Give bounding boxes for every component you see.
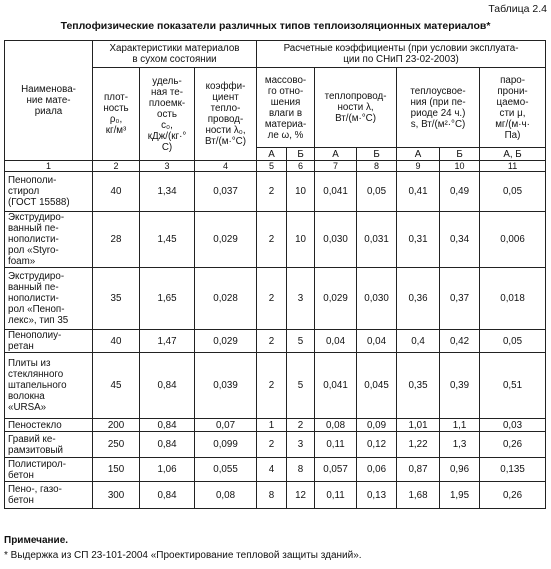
value-cell: 0,11 bbox=[315, 432, 357, 458]
value-cell: 40 bbox=[93, 172, 140, 212]
value-cell: 0,07 bbox=[195, 419, 257, 432]
header-sub-a: А bbox=[397, 148, 440, 161]
value-cell: 8 bbox=[287, 458, 315, 482]
column-number: 8 bbox=[357, 161, 397, 172]
value-cell: 10 bbox=[287, 172, 315, 212]
table-row bbox=[5, 172, 546, 212]
table-row bbox=[5, 482, 546, 509]
value-cell: 5 bbox=[287, 353, 315, 419]
column-number: 2 bbox=[93, 161, 140, 172]
value-cell: 2 bbox=[257, 330, 287, 353]
header-sub-a: А bbox=[315, 148, 357, 161]
value-cell: 4 bbox=[257, 458, 287, 482]
value-cell: 2 bbox=[257, 212, 287, 268]
value-cell: 0,029 bbox=[195, 330, 257, 353]
value-cell: 0,36 bbox=[397, 268, 440, 330]
value-cell: 0,41 bbox=[397, 172, 440, 212]
value-cell: 10 bbox=[287, 212, 315, 268]
value-cell: 2 bbox=[257, 172, 287, 212]
value-cell: 0,039 bbox=[195, 353, 257, 419]
column-number: 10 bbox=[440, 161, 480, 172]
value-cell: 1,34 bbox=[140, 172, 195, 212]
value-cell: 0,006 bbox=[480, 212, 546, 268]
value-cell: 0,045 bbox=[357, 353, 397, 419]
header-sub-b: Б bbox=[440, 148, 480, 161]
material-name: Пенополи- стирол (ГОСТ 15588) bbox=[5, 172, 93, 212]
value-cell: 1,06 bbox=[140, 458, 195, 482]
header-heat-capacity: удель- ная те- плоемк- ость с₀, кДж/(кг·° С) bbox=[140, 68, 195, 161]
value-cell: 0,34 bbox=[440, 212, 480, 268]
material-name: Пеностекло bbox=[5, 419, 93, 432]
material-name: Пенополиу- ретан bbox=[5, 330, 93, 353]
value-cell: 0,05 bbox=[480, 330, 546, 353]
value-cell: 3 bbox=[287, 432, 315, 458]
column-number: 6 bbox=[287, 161, 315, 172]
value-cell: 1,95 bbox=[440, 482, 480, 509]
material-name: Гравий ке- рамзитовый bbox=[5, 432, 93, 458]
value-cell: 0,08 bbox=[315, 419, 357, 432]
value-cell: 0,96 bbox=[440, 458, 480, 482]
footnote: * Выдержка из СП 23-101-2004 «Проектирование тепловой защиты зданий». bbox=[4, 550, 362, 561]
header-sub-b: Б bbox=[287, 148, 315, 161]
material-name: Плиты из стеклянного штапельного волокна «URSA» bbox=[5, 353, 93, 419]
value-cell: 0,26 bbox=[480, 432, 546, 458]
value-cell: 1,47 bbox=[140, 330, 195, 353]
value-cell: 0,11 bbox=[315, 482, 357, 509]
value-cell: 35 bbox=[93, 268, 140, 330]
column-number: 3 bbox=[140, 161, 195, 172]
value-cell: 45 bbox=[93, 353, 140, 419]
value-cell: 0,037 bbox=[195, 172, 257, 212]
header-name: Наименова- ние мате- риала bbox=[5, 41, 93, 161]
value-cell: 0,041 bbox=[315, 353, 357, 419]
note-label: Примечание. bbox=[4, 535, 69, 546]
header-density: плот- ность ρ₀, кг/м³ bbox=[93, 68, 140, 161]
value-cell: 200 bbox=[93, 419, 140, 432]
column-number: 11 bbox=[480, 161, 546, 172]
table-row bbox=[5, 268, 546, 330]
value-cell: 1,65 bbox=[140, 268, 195, 330]
header-conductivity-dry: коэффи- циент тепло- провод- ности λ₀, Вт/(м·°С) bbox=[195, 68, 257, 161]
value-cell: 0,87 bbox=[397, 458, 440, 482]
value-cell: 0,029 bbox=[315, 268, 357, 330]
value-cell: 1,3 bbox=[440, 432, 480, 458]
value-cell: 12 bbox=[287, 482, 315, 509]
value-cell: 0,4 bbox=[397, 330, 440, 353]
value-cell: 0,099 bbox=[195, 432, 257, 458]
column-number: 1 bbox=[5, 161, 93, 172]
header-group-calc: Расчетные коэффициенты (при условии эксплуата- ции по СНиП 23-02-2003) bbox=[257, 41, 546, 68]
table-row bbox=[5, 432, 546, 458]
column-number: 5 bbox=[257, 161, 287, 172]
value-cell: 0,42 bbox=[440, 330, 480, 353]
value-cell: 0,84 bbox=[140, 419, 195, 432]
value-cell: 0,84 bbox=[140, 432, 195, 458]
value-cell: 0,13 bbox=[357, 482, 397, 509]
table-row bbox=[5, 458, 546, 482]
value-cell: 0,04 bbox=[315, 330, 357, 353]
value-cell: 1,45 bbox=[140, 212, 195, 268]
header-sub-ab: А, Б bbox=[480, 148, 546, 161]
header-conductivity: теплопровод- ности λ, Вт/(м·°С) bbox=[315, 68, 397, 148]
table-number: Таблица 2.4 bbox=[488, 3, 547, 15]
value-cell: 0,05 bbox=[357, 172, 397, 212]
value-cell: 2 bbox=[257, 268, 287, 330]
material-name: Пено-, газо- бетон bbox=[5, 482, 93, 509]
table-row bbox=[5, 212, 546, 268]
header-sub-a: А bbox=[257, 148, 287, 161]
header-group-dry: Характеристики материалов в сухом состоянии bbox=[93, 41, 257, 68]
value-cell: 0,057 bbox=[315, 458, 357, 482]
value-cell: 0,030 bbox=[315, 212, 357, 268]
value-cell: 0,84 bbox=[140, 482, 195, 509]
value-cell: 2 bbox=[257, 432, 287, 458]
value-cell: 0,08 bbox=[195, 482, 257, 509]
value-cell: 0,31 bbox=[397, 212, 440, 268]
value-cell: 0,04 bbox=[357, 330, 397, 353]
value-cell: 0,041 bbox=[315, 172, 357, 212]
column-number: 9 bbox=[397, 161, 440, 172]
value-cell: 0,39 bbox=[440, 353, 480, 419]
value-cell: 2 bbox=[257, 353, 287, 419]
column-number: 7 bbox=[315, 161, 357, 172]
value-cell: 0,51 bbox=[480, 353, 546, 419]
value-cell: 0,12 bbox=[357, 432, 397, 458]
value-cell: 300 bbox=[93, 482, 140, 509]
value-cell: 5 bbox=[287, 330, 315, 353]
value-cell: 0,03 bbox=[480, 419, 546, 432]
table-row bbox=[5, 419, 546, 432]
value-cell: 0,35 bbox=[397, 353, 440, 419]
value-cell: 0,26 bbox=[480, 482, 546, 509]
header-absorption: теплоусвоe- ния (при пе- риоде 24 ч.) s, Вт/(м²·°С) bbox=[397, 68, 480, 148]
value-cell: 0,49 bbox=[440, 172, 480, 212]
value-cell: 8 bbox=[257, 482, 287, 509]
column-number: 4 bbox=[195, 161, 257, 172]
value-cell: 0,37 bbox=[440, 268, 480, 330]
value-cell: 1,22 bbox=[397, 432, 440, 458]
value-cell: 0,06 bbox=[357, 458, 397, 482]
table-title: Теплофизические показатели различных типов теплоизоляционных материалов* bbox=[60, 20, 491, 32]
value-cell: 28 bbox=[93, 212, 140, 268]
value-cell: 1,1 bbox=[440, 419, 480, 432]
value-cell: 0,029 bbox=[195, 212, 257, 268]
value-cell: 0,84 bbox=[140, 353, 195, 419]
properties-table bbox=[4, 40, 546, 509]
value-cell: 0,018 bbox=[480, 268, 546, 330]
value-cell: 0,09 bbox=[357, 419, 397, 432]
material-name: Полистирол- бетон bbox=[5, 458, 93, 482]
table-row bbox=[5, 330, 546, 353]
header-vapor: паро- прони- цаемо- сти μ, мг/(м·ч· Па) bbox=[480, 68, 546, 148]
value-cell: 0,055 bbox=[195, 458, 257, 482]
value-cell: 40 bbox=[93, 330, 140, 353]
header-moisture: массово- го отно- шения влаги в материа- ле ω, % bbox=[257, 68, 315, 148]
value-cell: 0,030 bbox=[357, 268, 397, 330]
material-name: Экструдиро- ванный пе- нополисти- рол «Пеноп- лекс», тип 35 bbox=[5, 268, 93, 330]
table-row bbox=[5, 353, 546, 419]
value-cell: 1 bbox=[257, 419, 287, 432]
value-cell: 1,01 bbox=[397, 419, 440, 432]
value-cell: 3 bbox=[287, 268, 315, 330]
value-cell: 1,68 bbox=[397, 482, 440, 509]
value-cell: 0,135 bbox=[480, 458, 546, 482]
value-cell: 150 bbox=[93, 458, 140, 482]
value-cell: 0,05 bbox=[480, 172, 546, 212]
value-cell: 0,031 bbox=[357, 212, 397, 268]
value-cell: 0,028 bbox=[195, 268, 257, 330]
value-cell: 2 bbox=[287, 419, 315, 432]
value-cell: 250 bbox=[93, 432, 140, 458]
header-sub-b: Б bbox=[357, 148, 397, 161]
material-name: Экструдиро- ванный пе- нополисти- рол «Styro- foam» bbox=[5, 212, 93, 268]
